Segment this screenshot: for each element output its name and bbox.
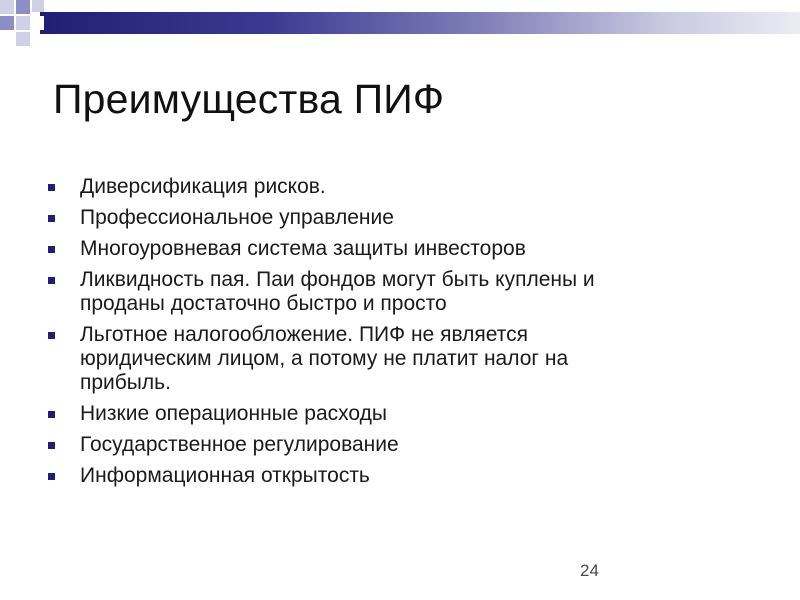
page-number: 24: [580, 561, 599, 580]
decor-square: [0, 0, 14, 14]
bullet-text: прибыль.: [80, 371, 171, 394]
bullet-text: Диверсификация рисков.: [80, 175, 326, 198]
bullet-item: [48, 268, 768, 316]
decor-square: [34, 16, 44, 30]
bullet-item: [48, 206, 768, 230]
bullet-text: Льготное налогообложение. ПИФ не является: [80, 323, 528, 346]
square-bullet-icon: [48, 332, 55, 339]
header-gradient-band: [40, 12, 800, 34]
bullet-text: Низкие операционные расходы: [80, 402, 387, 425]
bullet-item: [48, 433, 768, 457]
bullet-text: Государственное регулирование: [80, 433, 399, 456]
decor-square: [16, 16, 30, 30]
decor-square: [16, 32, 30, 46]
bullet-item: [48, 175, 768, 199]
square-bullet-icon: [48, 184, 55, 191]
square-bullet-icon: [48, 411, 55, 418]
bullet-text: Профессиональное управление: [80, 206, 394, 229]
bullet-item: [48, 237, 768, 261]
decor-square: [32, 0, 44, 12]
bullet-text: проданы достаточно быстро и просто: [80, 292, 447, 315]
bullet-text: Ликвидность пая. Паи фондов могут быть куплены и: [80, 268, 595, 291]
square-bullet-icon: [48, 277, 55, 284]
bullet-text: Информационная открытость: [80, 464, 370, 487]
bullet-item: [48, 402, 768, 426]
square-bullet-icon: [48, 215, 55, 222]
bullet-item: [48, 464, 768, 488]
bullet-text: Многоуровневая система защиты инвесторов: [80, 237, 526, 260]
slide-title: Преимущества ПИФ: [53, 76, 445, 122]
decor-square: [0, 16, 14, 30]
square-bullet-icon: [48, 442, 55, 449]
bullet-item: [48, 323, 768, 395]
bullet-text: юридическим лицом, а потому не платит налог на: [80, 347, 569, 370]
square-bullet-icon: [48, 246, 55, 253]
bullet-list: [48, 175, 768, 495]
square-bullet-icon: [48, 473, 55, 480]
decor-square: [16, 0, 30, 14]
